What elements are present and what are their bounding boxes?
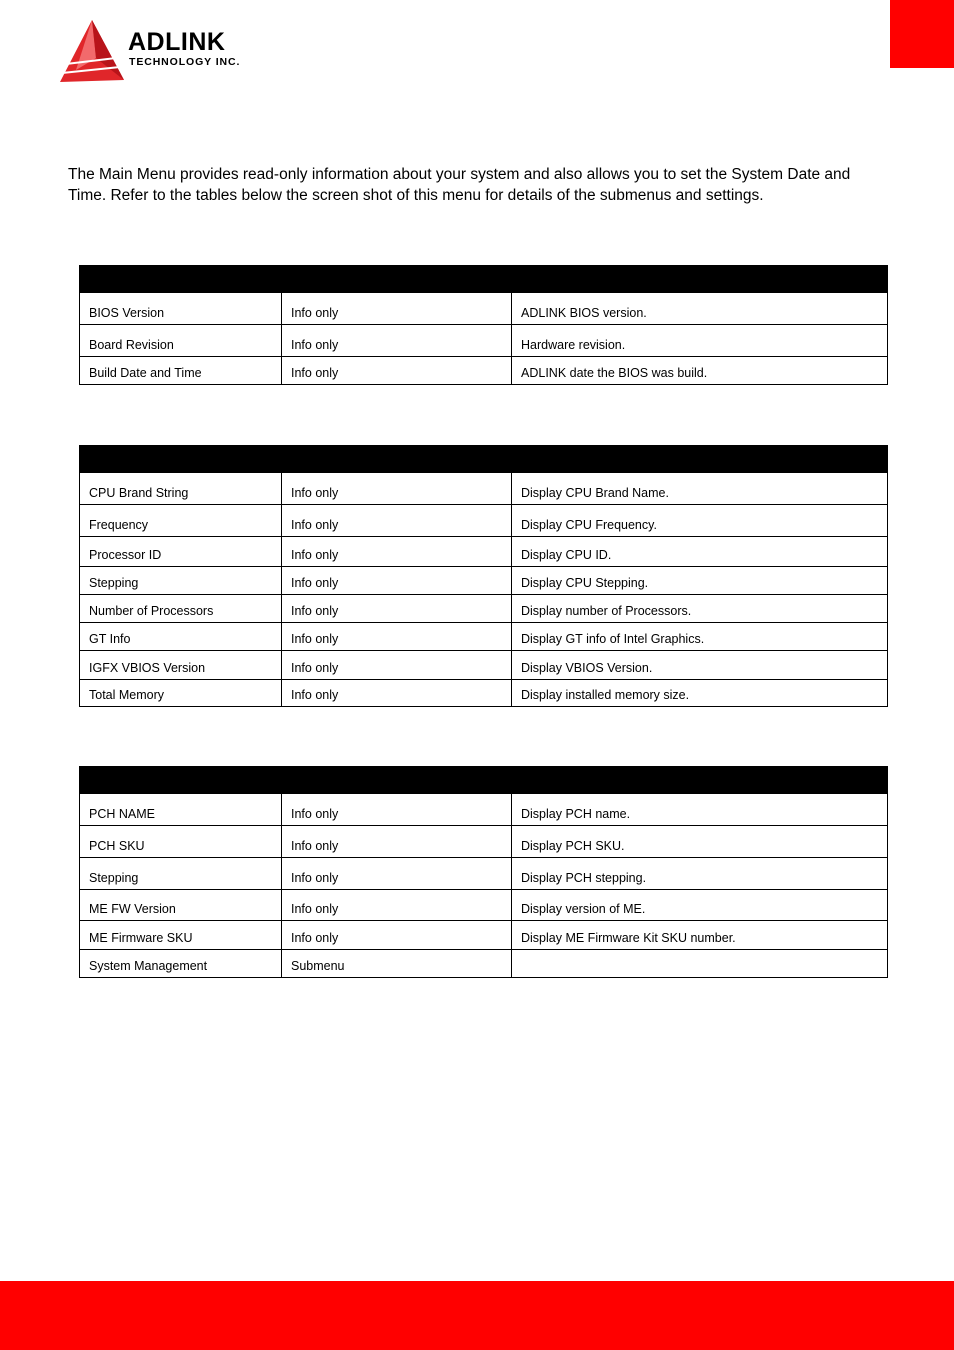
setting-option: Info only (282, 921, 512, 950)
table-row (80, 293, 888, 325)
setting-option: Submenu (282, 950, 512, 978)
setting-option: Info only (282, 826, 512, 858)
footer-bar (0, 1281, 954, 1350)
setting-option: Info only (282, 651, 512, 680)
setting-description: Display CPU Frequency. (512, 505, 888, 537)
setting-description (512, 950, 888, 978)
setting-name: ME Firmware SKU (80, 921, 282, 950)
setting-description: Display PCH SKU. (512, 826, 888, 858)
setting-name: IGFX VBIOS Version (80, 651, 282, 680)
setting-name: Stepping (80, 567, 282, 595)
setting-name: CPU Brand String (80, 473, 282, 505)
table-row (80, 537, 888, 567)
setting-description: ADLINK date the BIOS was build. (512, 357, 888, 385)
setting-option: Info only (282, 567, 512, 595)
setting-name: Total Memory (80, 680, 282, 707)
setting-description: Display VBIOS Version. (512, 651, 888, 680)
setting-option: Info only (282, 537, 512, 567)
table-row (80, 826, 888, 858)
table-row (80, 623, 888, 651)
setting-option: Info only (282, 858, 512, 890)
setting-option: Info only (282, 794, 512, 826)
table-header-row (80, 446, 888, 473)
setting-option: Info only (282, 325, 512, 357)
cpu-info-table (79, 445, 888, 707)
setting-name: Processor ID (80, 537, 282, 567)
setting-description: Display version of ME. (512, 890, 888, 921)
setting-option: Info only (282, 293, 512, 325)
setting-name: ME FW Version (80, 890, 282, 921)
setting-description: Display CPU Stepping. (512, 567, 888, 595)
setting-description: Display installed memory size. (512, 680, 888, 707)
table-row (80, 325, 888, 357)
setting-description: Display CPU Brand Name. (512, 473, 888, 505)
table-row (80, 794, 888, 826)
table-row (80, 505, 888, 537)
setting-name: PCH NAME (80, 794, 282, 826)
setting-option: Info only (282, 595, 512, 623)
table-row (80, 858, 888, 890)
setting-name: BIOS Version (80, 293, 282, 325)
bios-info-table (79, 265, 888, 385)
intro-paragraph: The Main Menu provides read-only information about your system and also allows you to set the System Date and Time. Refer to the tables below the screen shot of this menu for details of the submenus and settings. (68, 166, 851, 204)
setting-name: Build Date and Time (80, 357, 282, 385)
setting-name: System Management (80, 950, 282, 978)
setting-description: Display CPU ID. (512, 537, 888, 567)
brand-tagline: TECHNOLOGY INC. (129, 56, 241, 68)
table-header-row (80, 266, 888, 293)
table-row (80, 595, 888, 623)
setting-name: Board Revision (80, 325, 282, 357)
page-corner-tab (890, 0, 954, 68)
table-header-row (80, 767, 888, 794)
setting-description: Display PCH name. (512, 794, 888, 826)
table-row (80, 357, 888, 385)
adlink-logo (56, 18, 271, 86)
pch-info-table (79, 766, 888, 978)
brand-name: ADLINK (128, 28, 226, 56)
setting-description: Display PCH stepping. (512, 858, 888, 890)
setting-description: Display GT info of Intel Graphics. (512, 623, 888, 651)
setting-option: Info only (282, 890, 512, 921)
setting-description: Hardware revision. (512, 325, 888, 357)
setting-option: Info only (282, 505, 512, 537)
setting-description: ADLINK BIOS version. (512, 293, 888, 325)
setting-name: Number of Processors (80, 595, 282, 623)
table-row (80, 950, 888, 978)
table-row (80, 921, 888, 950)
table-row (80, 651, 888, 680)
table-row (80, 680, 888, 707)
setting-description: Display number of Processors. (512, 595, 888, 623)
setting-name: Stepping (80, 858, 282, 890)
setting-name: PCH SKU (80, 826, 282, 858)
table-row (80, 473, 888, 505)
setting-name: GT Info (80, 623, 282, 651)
setting-option: Info only (282, 680, 512, 707)
table-row (80, 890, 888, 921)
setting-option: Info only (282, 357, 512, 385)
setting-name: Frequency (80, 505, 282, 537)
setting-description: Display ME Firmware Kit SKU number. (512, 921, 888, 950)
setting-option: Info only (282, 473, 512, 505)
adlink-triangle-icon (56, 18, 126, 86)
setting-option: Info only (282, 623, 512, 651)
table-row (80, 567, 888, 595)
